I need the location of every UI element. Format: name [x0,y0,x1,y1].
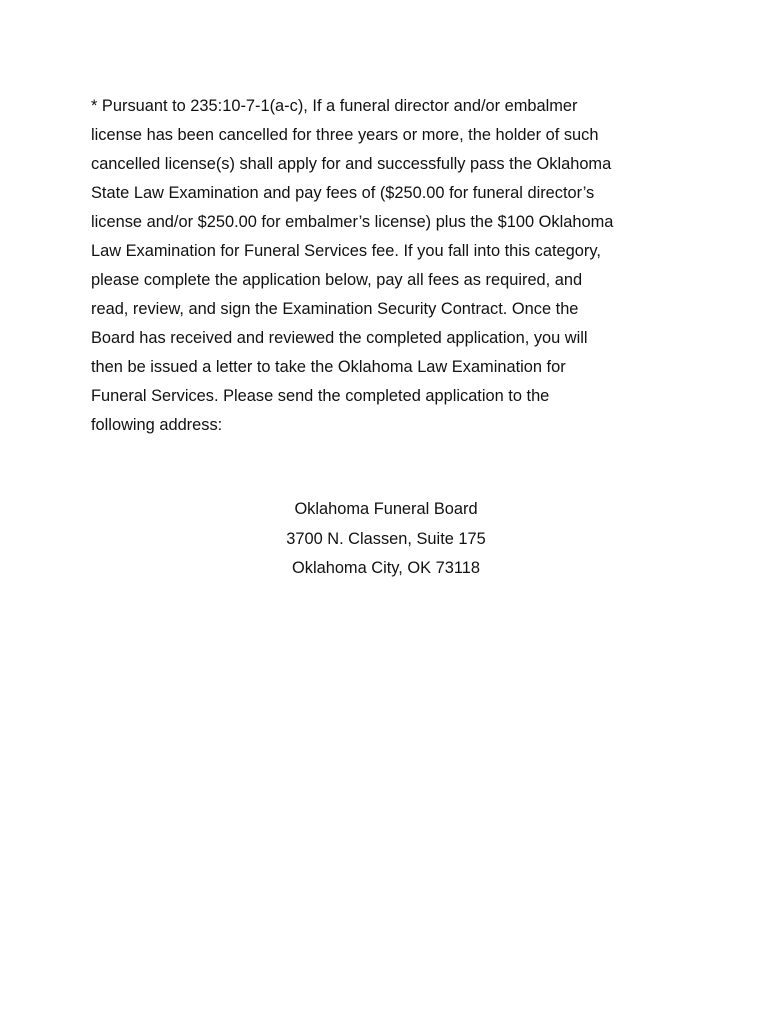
paragraph-line: license and/or $250.00 for embalmer’s license) plus the $100 Oklahoma [91,213,614,231]
address-name: Oklahoma Funeral Board [294,500,478,518]
address-city-state-zip: Oklahoma City, OK 73118 [292,559,480,577]
paragraph-line: Board has received and reviewed the completed application, you will [91,329,588,347]
paragraph-line: read, review, and sign the Examination Security Contract. Once the [91,300,579,318]
mailing-address [0,495,770,584]
paragraph-line: license has been cancelled for three years or more, the holder of such [91,126,599,144]
instruction-paragraph [91,92,691,440]
paragraph-line: Funeral Services. Please send the completed application to the [91,387,550,405]
paragraph-line: following address: [91,416,223,434]
paragraph-line: Law Examination for Funeral Services fee. If you fall into this category, [91,242,601,260]
paragraph-line: * Pursuant to 235:10-7-1(a-c), If a funeral director and/or embalmer [91,97,578,115]
paragraph-line: State Law Examination and pay fees of ($250.00 for funeral director’s [91,184,595,202]
address-street: 3700 N. Classen, Suite 175 [286,529,486,548]
paragraph-line: cancelled license(s) shall apply for and successfully pass the Oklahoma [91,155,612,173]
paragraph-line: then be issued a letter to take the Oklahoma Law Examination for [91,358,566,376]
paragraph-line: please complete the application below, pay all fees as required, and [91,271,583,289]
